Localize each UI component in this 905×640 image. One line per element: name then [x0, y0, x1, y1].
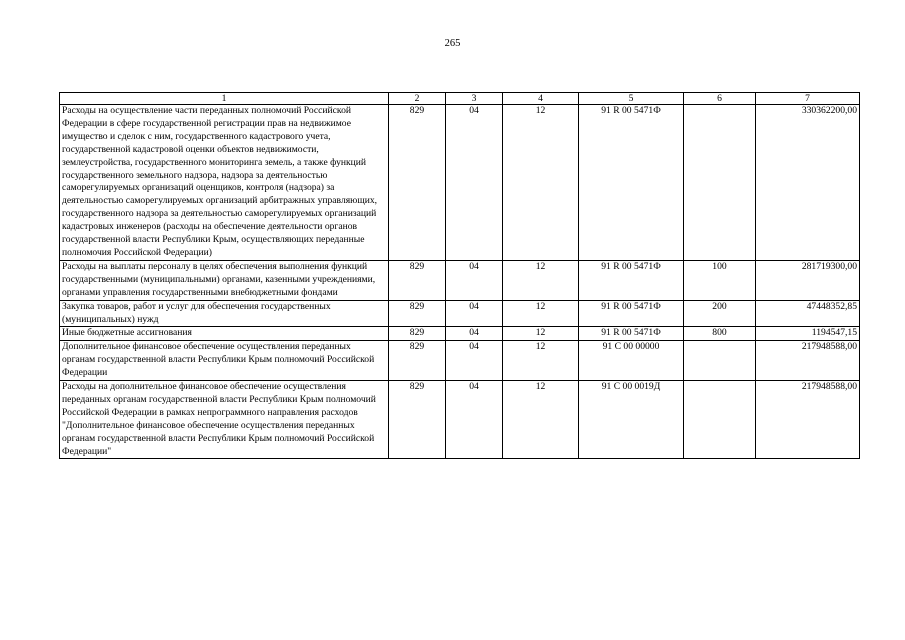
subsection-code: 12	[503, 105, 579, 261]
section-code: 04	[446, 105, 503, 261]
table-row	[60, 105, 860, 261]
row-description: Дополнительное финансовое обеспечение осуществления переданных органам государственной власти Республики Крым полномочий Российской Федерации	[60, 341, 389, 381]
subsection-code: 12	[503, 260, 579, 300]
amount: 1194547,15	[756, 327, 860, 341]
ministry-code: 829	[389, 300, 446, 327]
amount: 47448352,85	[756, 300, 860, 327]
header-row	[60, 93, 860, 105]
table-row	[60, 327, 860, 341]
target-article-code: 91 С 00 00000	[579, 341, 684, 381]
amount: 217948588,00	[756, 341, 860, 381]
target-article-code: 91 R 00 5471Ф	[579, 300, 684, 327]
ministry-code: 829	[389, 327, 446, 341]
budget-table	[59, 92, 860, 459]
expense-type-code: 800	[684, 327, 756, 341]
section-code: 04	[446, 327, 503, 341]
target-article-code: 91 R 00 5471Ф	[579, 260, 684, 300]
table-row	[60, 341, 860, 381]
row-description: Расходы на осуществление части переданных полномочий Российской Федерации в сфере государственной регистрации прав на недвижимое имущество и сделок с ним, государственного кадастрового учета, государственной кадастровой оценки объектов недвижимости, землеустройства, государственного мониторинга земель, а также функций государственного земельного надзора, надзора за деятельностью саморегулируемых организаций оценщиков, контроля (надзора) за деятельностью саморегулируемых организаций арбитражных управляющих, государственного надзора за деятельностью саморегулируемых организаций кадастровых инженеров (расходы на обеспечение деятельности органов государственной власти Республики Крым, осуществляющих переданные полномочия Российской Федерации)	[60, 105, 389, 261]
column-header: 2	[389, 93, 446, 105]
row-description: Расходы на дополнительное финансовое обеспечение осуществления переданных органам государственной власти Республики Крым полномочий Российской Федерации в рамках непрограммного направления расходов "Дополнительное финансовое обеспечение осуществления переданных органам государственной власти Республики Крым полномочий Российской Федерации"	[60, 381, 389, 459]
subsection-code: 12	[503, 300, 579, 327]
expense-type-code	[684, 381, 756, 459]
table-row	[60, 300, 860, 327]
ministry-code: 829	[389, 260, 446, 300]
amount: 217948588,00	[756, 381, 860, 459]
ministry-code: 829	[389, 341, 446, 381]
column-header: 1	[60, 93, 389, 105]
page-number: 265	[444, 38, 461, 49]
column-header: 5	[579, 93, 684, 105]
column-header: 6	[684, 93, 756, 105]
column-header: 7	[756, 93, 860, 105]
expense-type-code	[684, 341, 756, 381]
subsection-code: 12	[503, 381, 579, 459]
expense-type-code	[684, 105, 756, 261]
amount: 281719300,00	[756, 260, 860, 300]
column-header: 4	[503, 93, 579, 105]
row-description: Закупка товаров, работ и услуг для обеспечения государственных (муниципальных) нужд	[60, 300, 389, 327]
section-code: 04	[446, 341, 503, 381]
subsection-code: 12	[503, 341, 579, 381]
row-description: Расходы на выплаты персоналу в целях обеспечения выполнения функций государственными (муниципальными) органами, казенными учреждениями, органами управления государственными внебюджетными фондами	[60, 260, 389, 300]
ministry-code: 829	[389, 105, 446, 261]
expense-type-code: 100	[684, 260, 756, 300]
subsection-code: 12	[503, 327, 579, 341]
section-code: 04	[446, 300, 503, 327]
table-row	[60, 381, 860, 459]
section-code: 04	[446, 381, 503, 459]
target-article-code: 91 С 00 0019Д	[579, 381, 684, 459]
section-code: 04	[446, 260, 503, 300]
row-description: Иные бюджетные ассигнования	[60, 327, 389, 341]
column-header: 3	[446, 93, 503, 105]
target-article-code: 91 R 00 5471Ф	[579, 327, 684, 341]
amount: 330362200,00	[756, 105, 860, 261]
table-row	[60, 260, 860, 300]
expense-type-code: 200	[684, 300, 756, 327]
ministry-code: 829	[389, 381, 446, 459]
target-article-code: 91 R 00 5471Ф	[579, 105, 684, 261]
